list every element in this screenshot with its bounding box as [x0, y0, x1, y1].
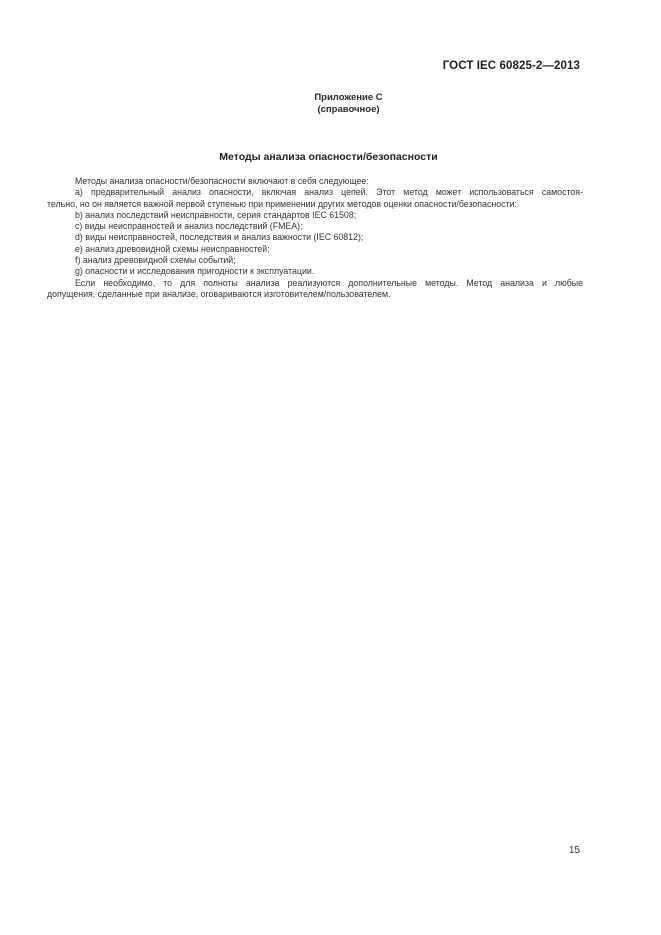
list-item-c: с) виды неисправностей и анализ последствий (FMEA); — [75, 221, 303, 232]
section-title-text: Методы анализа опасности/безопасности — [219, 151, 438, 163]
page-number: 15 — [568, 845, 580, 856]
section-title — [0, 151, 661, 163]
list-item-a-line1: а) предварительный анализ опасности, включая анализ цепей. Этот метод может использоваться самостоя- — [75, 187, 583, 198]
body-text — [47, 176, 583, 300]
appendix-title: Приложение С — [314, 92, 383, 103]
list-item-a-line2: тельно, но он является важной первой ступенью при применении других методов оценки опасности/безопасности: — [47, 198, 517, 209]
closing-paragraph-line1: Если необходимо, то для полноты анализа реализуются дополнительные методы. Метод анализа и любые — [75, 277, 583, 288]
list-item-e: е) анализ древовидной схемы неисправностей; — [75, 243, 270, 254]
appendix-heading — [0, 92, 661, 116]
appendix-subtitle: (справочное) — [317, 104, 380, 115]
closing-paragraph-line2: допущения, сделанные при анализе, оговариваются изготовителем/пользователем. — [47, 288, 391, 299]
list-item-g: g) опасности и исследования пригодности к эксплуатации. — [75, 266, 315, 277]
list-item-d: d) виды неисправностей, последствия и анализ важности (IEC 60812); — [75, 232, 364, 243]
document-code-header: ГОСТ IEC 60825-2—2013 — [442, 60, 580, 72]
list-item-f: f) анализ древовидной схемы событий; — [75, 255, 236, 266]
list-item-b: b) анализ последствий неисправности, серия стандартов IEC 61508; — [75, 209, 357, 220]
intro-paragraph: Методы анализа опасности/безопасности включают в себя следующее: — [75, 176, 369, 186]
